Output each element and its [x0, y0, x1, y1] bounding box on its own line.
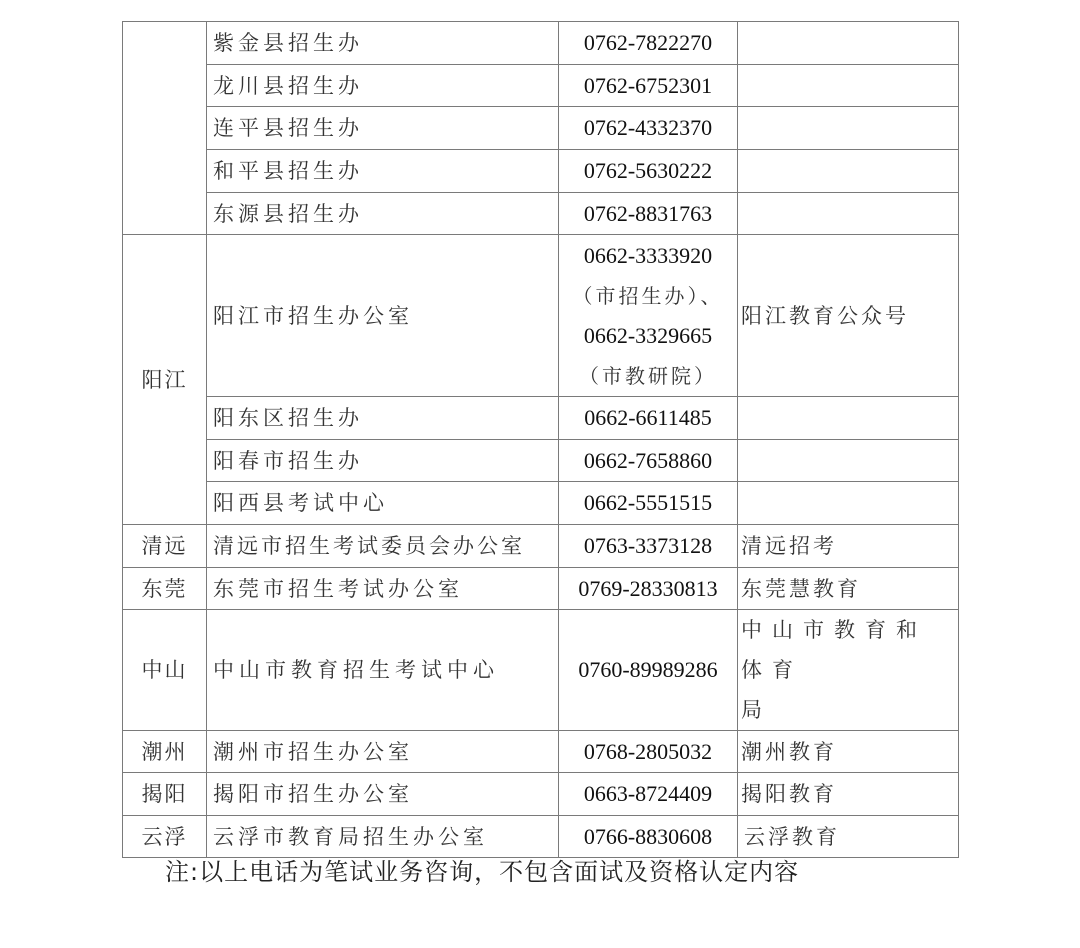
- phone-cell: 0762-8831763: [559, 193, 738, 235]
- phone-cell: 0760-89989286: [559, 610, 738, 731]
- wechat-cell: [738, 440, 959, 482]
- contact-table: [122, 21, 959, 858]
- city-cell: 揭阳: [123, 773, 207, 816]
- city-cell: 云浮: [123, 816, 207, 858]
- office-cell: 揭阳市招生办公室: [207, 773, 559, 816]
- wechat-cell: 揭阳教育: [738, 773, 959, 816]
- city-cell: 东莞: [123, 568, 207, 610]
- phone-note: （市招生办）、: [572, 283, 724, 308]
- office-cell: 中山市教育招生考试中心: [207, 610, 559, 731]
- phone-cell: 0762-4332370: [559, 107, 738, 150]
- wechat-cell: [738, 397, 959, 440]
- table-row: [123, 22, 959, 65]
- office-cell: 阳春市招生办: [207, 440, 559, 482]
- table-row: [123, 773, 959, 816]
- office-cell: 云浮市教育局招生办公室: [207, 816, 559, 858]
- phone-cell: 0762-5630222: [559, 150, 738, 193]
- table-row: [123, 107, 959, 150]
- office-cell: 阳东区招生办: [207, 397, 559, 440]
- city-cell: [123, 22, 207, 235]
- wechat-cell: [738, 193, 959, 235]
- city-cell: 中山: [123, 610, 207, 731]
- table-row: [123, 235, 959, 397]
- table-row: [123, 65, 959, 107]
- table-row: [123, 440, 959, 482]
- wechat-cell: 东莞慧教育: [738, 568, 959, 610]
- table-row: [123, 397, 959, 440]
- wechat-cell-multi: [738, 610, 959, 731]
- phone-number: 0662-3329665: [583, 322, 713, 348]
- phone-cell: 0762-6752301: [559, 65, 738, 107]
- phone-note: （市教研院）: [579, 363, 717, 388]
- office-cell: 紫金县招生办: [207, 22, 559, 65]
- phone-cell: 0663-8724409: [559, 773, 738, 816]
- wechat-cell: 云浮教育: [738, 816, 959, 858]
- phone-cell: 0662-5551515: [559, 482, 738, 525]
- city-cell: 清远: [123, 525, 207, 568]
- city-cell: 阳江: [123, 235, 207, 525]
- phone-cell: 0768-2805032: [559, 731, 738, 773]
- wechat-cell: [738, 22, 959, 65]
- city-cell: 潮州: [123, 731, 207, 773]
- wechat-cell: [738, 150, 959, 193]
- wechat-cell: 阳江教育公众号: [738, 235, 959, 397]
- phone-cell: 0662-7658860: [559, 440, 738, 482]
- wechat-cell: [738, 482, 959, 525]
- table-row: [123, 731, 959, 773]
- phone-cell: 0762-7822270: [559, 22, 738, 65]
- phone-cell: 0766-8830608: [559, 816, 738, 858]
- office-cell: 龙川县招生办: [207, 65, 559, 107]
- table-row: [123, 568, 959, 610]
- phone-cell: 0769-28330813: [559, 568, 738, 610]
- wechat-line: 局: [741, 698, 772, 722]
- phone-cell-multi: [559, 235, 738, 397]
- office-cell: 和平县招生办: [207, 150, 559, 193]
- table-row: [123, 482, 959, 525]
- footnote: 注:以上电话为笔试业务咨询，不包含面试及资格认定内容: [165, 858, 800, 886]
- phone-cell: 0763-3373128: [559, 525, 738, 568]
- table-row: [123, 193, 959, 235]
- phone-number: 0662-3333920: [583, 242, 713, 268]
- table-row: [123, 610, 959, 731]
- table-row: [123, 150, 959, 193]
- office-cell: 东源县招生办: [207, 193, 559, 235]
- office-cell: 东莞市招生考试办公室: [207, 568, 559, 610]
- wechat-cell: 清远招考: [738, 525, 959, 568]
- office-cell: 阳江市招生办公室: [207, 235, 559, 397]
- wechat-cell: [738, 65, 959, 107]
- wechat-cell: 潮州教育: [738, 731, 959, 773]
- office-cell: 清远市招生考试委员会办公室: [207, 525, 559, 568]
- table-row: [123, 525, 959, 568]
- office-cell: 连平县招生办: [207, 107, 559, 150]
- wechat-cell: [738, 107, 959, 150]
- office-cell: 潮州市招生办公室: [207, 731, 559, 773]
- wechat-line: 中山市教育和体育: [741, 618, 927, 682]
- office-cell: 阳西县考试中心: [207, 482, 559, 525]
- phone-cell: 0662-6611485: [559, 397, 738, 440]
